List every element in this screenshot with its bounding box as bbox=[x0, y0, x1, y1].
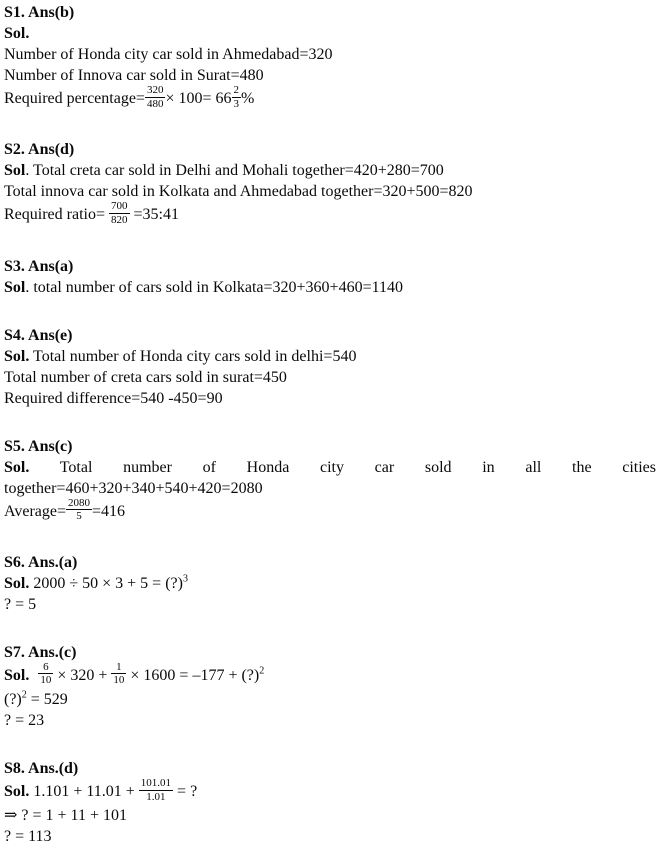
sol-label: Sol. bbox=[4, 347, 30, 365]
formula-line bbox=[4, 779, 656, 805]
solution-line: Total number of creta cars sold in surat=450 bbox=[4, 368, 287, 386]
solution-line: ⇒ ? = 1 + 11 + 101 bbox=[4, 807, 127, 825]
solution-line: together=460+320+340+540+420=2080 bbox=[4, 479, 263, 497]
exponent: 2 bbox=[259, 665, 265, 677]
solution-text: . Total creta car sold in Delhi and Mohali together=420+280=700 bbox=[25, 162, 444, 180]
solution-text: Total number of Honda city car sold in all the cities bbox=[59, 458, 657, 476]
solution-text: Total number of Honda city cars sold in delhi=540 bbox=[29, 347, 357, 365]
fraction bbox=[111, 661, 126, 687]
solution-s7 bbox=[4, 642, 656, 731]
formula-line bbox=[4, 86, 656, 112]
answer-heading: S1. Ans(b) bbox=[4, 4, 75, 21]
solution-line bbox=[4, 689, 656, 710]
formula-text: % bbox=[241, 89, 255, 107]
solution-line: ? = 5 bbox=[4, 595, 37, 613]
solution-s6 bbox=[4, 552, 656, 615]
formula-text: Average= bbox=[4, 502, 67, 520]
sol-label: Sol. bbox=[4, 782, 30, 800]
exponent: 3 bbox=[182, 573, 188, 585]
sol-label: Sol. bbox=[4, 666, 30, 684]
solution-line bbox=[4, 346, 656, 367]
fraction-denominator: 1.01 bbox=[146, 790, 166, 803]
fraction bbox=[38, 661, 53, 687]
formula-text: =416 bbox=[92, 502, 126, 520]
sol-label: Sol. bbox=[4, 574, 30, 592]
solution-s8 bbox=[4, 758, 656, 847]
solution-s5 bbox=[4, 436, 656, 525]
answer-heading: S6. Ans.(a) bbox=[4, 553, 78, 571]
fraction-numerator: 2080 bbox=[68, 496, 91, 509]
solution-line: ? = 113 bbox=[4, 828, 52, 846]
formula-text: = 529 bbox=[26, 691, 68, 709]
solution-line bbox=[4, 160, 656, 181]
sol-label: Sol. bbox=[4, 25, 30, 42]
formula-text: × 320 + bbox=[53, 666, 112, 684]
sol-label: Sol. bbox=[4, 458, 30, 476]
fraction bbox=[109, 200, 130, 226]
formula-text: Required ratio= bbox=[4, 206, 109, 224]
answer-heading: S3. Ans(a) bbox=[4, 257, 74, 275]
fraction-denominator: 3 bbox=[233, 97, 239, 110]
fraction-numerator: 6 bbox=[38, 661, 53, 675]
formula-text: × 100= 66 bbox=[165, 89, 232, 107]
solution-s3 bbox=[4, 256, 656, 298]
solution-line: Number of Innova car sold in Surat=480 bbox=[4, 67, 264, 84]
fraction-denominator: 820 bbox=[111, 213, 128, 226]
solution-line: ? = 23 bbox=[4, 712, 45, 730]
solution-line bbox=[4, 277, 656, 298]
fraction-denominator: 10 bbox=[113, 674, 125, 687]
formula-text: 2000 ÷ 50 × 3 + 5 = (?) bbox=[29, 574, 183, 592]
formula-text: (?) bbox=[4, 691, 22, 709]
sol-label: Sol bbox=[4, 162, 26, 180]
formula-line bbox=[4, 573, 656, 594]
solution-line: Number of Honda city car sold in Ahmedabad=320 bbox=[4, 46, 333, 63]
formula-line bbox=[4, 660, 656, 689]
fraction-denominator: 10 bbox=[40, 674, 52, 687]
solution-s1 bbox=[4, 2, 656, 112]
sol-label-line bbox=[4, 23, 656, 44]
sol-label: Sol bbox=[4, 278, 26, 296]
formula-text: 1.101 + 11.01 + bbox=[29, 782, 139, 800]
solution-s2 bbox=[4, 139, 656, 228]
exponent: 2 bbox=[21, 689, 27, 701]
answer-heading: S7. Ans.(c) bbox=[4, 643, 77, 661]
solution-s4 bbox=[4, 325, 656, 409]
fraction-denominator: 5 bbox=[76, 510, 82, 523]
fraction-numerator: 1 bbox=[111, 661, 126, 675]
fraction bbox=[232, 84, 242, 110]
answer-heading: S8. Ans.(d) bbox=[4, 760, 79, 778]
fraction-numerator: 101.01 bbox=[140, 777, 172, 790]
answer-heading: S5. Ans(c) bbox=[4, 437, 73, 455]
answer-heading: S4. Ans(e) bbox=[4, 326, 73, 344]
formula-text: = ? bbox=[173, 782, 198, 800]
formula-line bbox=[4, 496, 656, 525]
solution-text: . total number of cars sold in Kolkata=320+360+460=1140 bbox=[25, 278, 404, 296]
formula-text: =35:41 bbox=[129, 206, 179, 224]
answer-heading: S2. Ans(d) bbox=[4, 141, 75, 159]
fraction-numerator: 2 bbox=[233, 84, 239, 96]
solution-line: Required difference=540 -450=90 bbox=[4, 389, 223, 407]
formula-line bbox=[4, 202, 656, 228]
fraction bbox=[139, 777, 173, 803]
fraction-numerator: 700 bbox=[111, 200, 128, 213]
formula-text: × 1600 = –177 + (?) bbox=[126, 666, 260, 684]
solution-line bbox=[4, 457, 656, 478]
formula-text: Required percentage= bbox=[4, 89, 145, 107]
fraction-denominator: 480 bbox=[146, 97, 164, 110]
solution-line: Total innova car sold in Kolkata and Ahmedabad together=320+500=820 bbox=[4, 183, 473, 201]
fraction bbox=[145, 84, 166, 110]
fraction-numerator: 320 bbox=[146, 84, 164, 96]
fraction bbox=[66, 497, 92, 523]
